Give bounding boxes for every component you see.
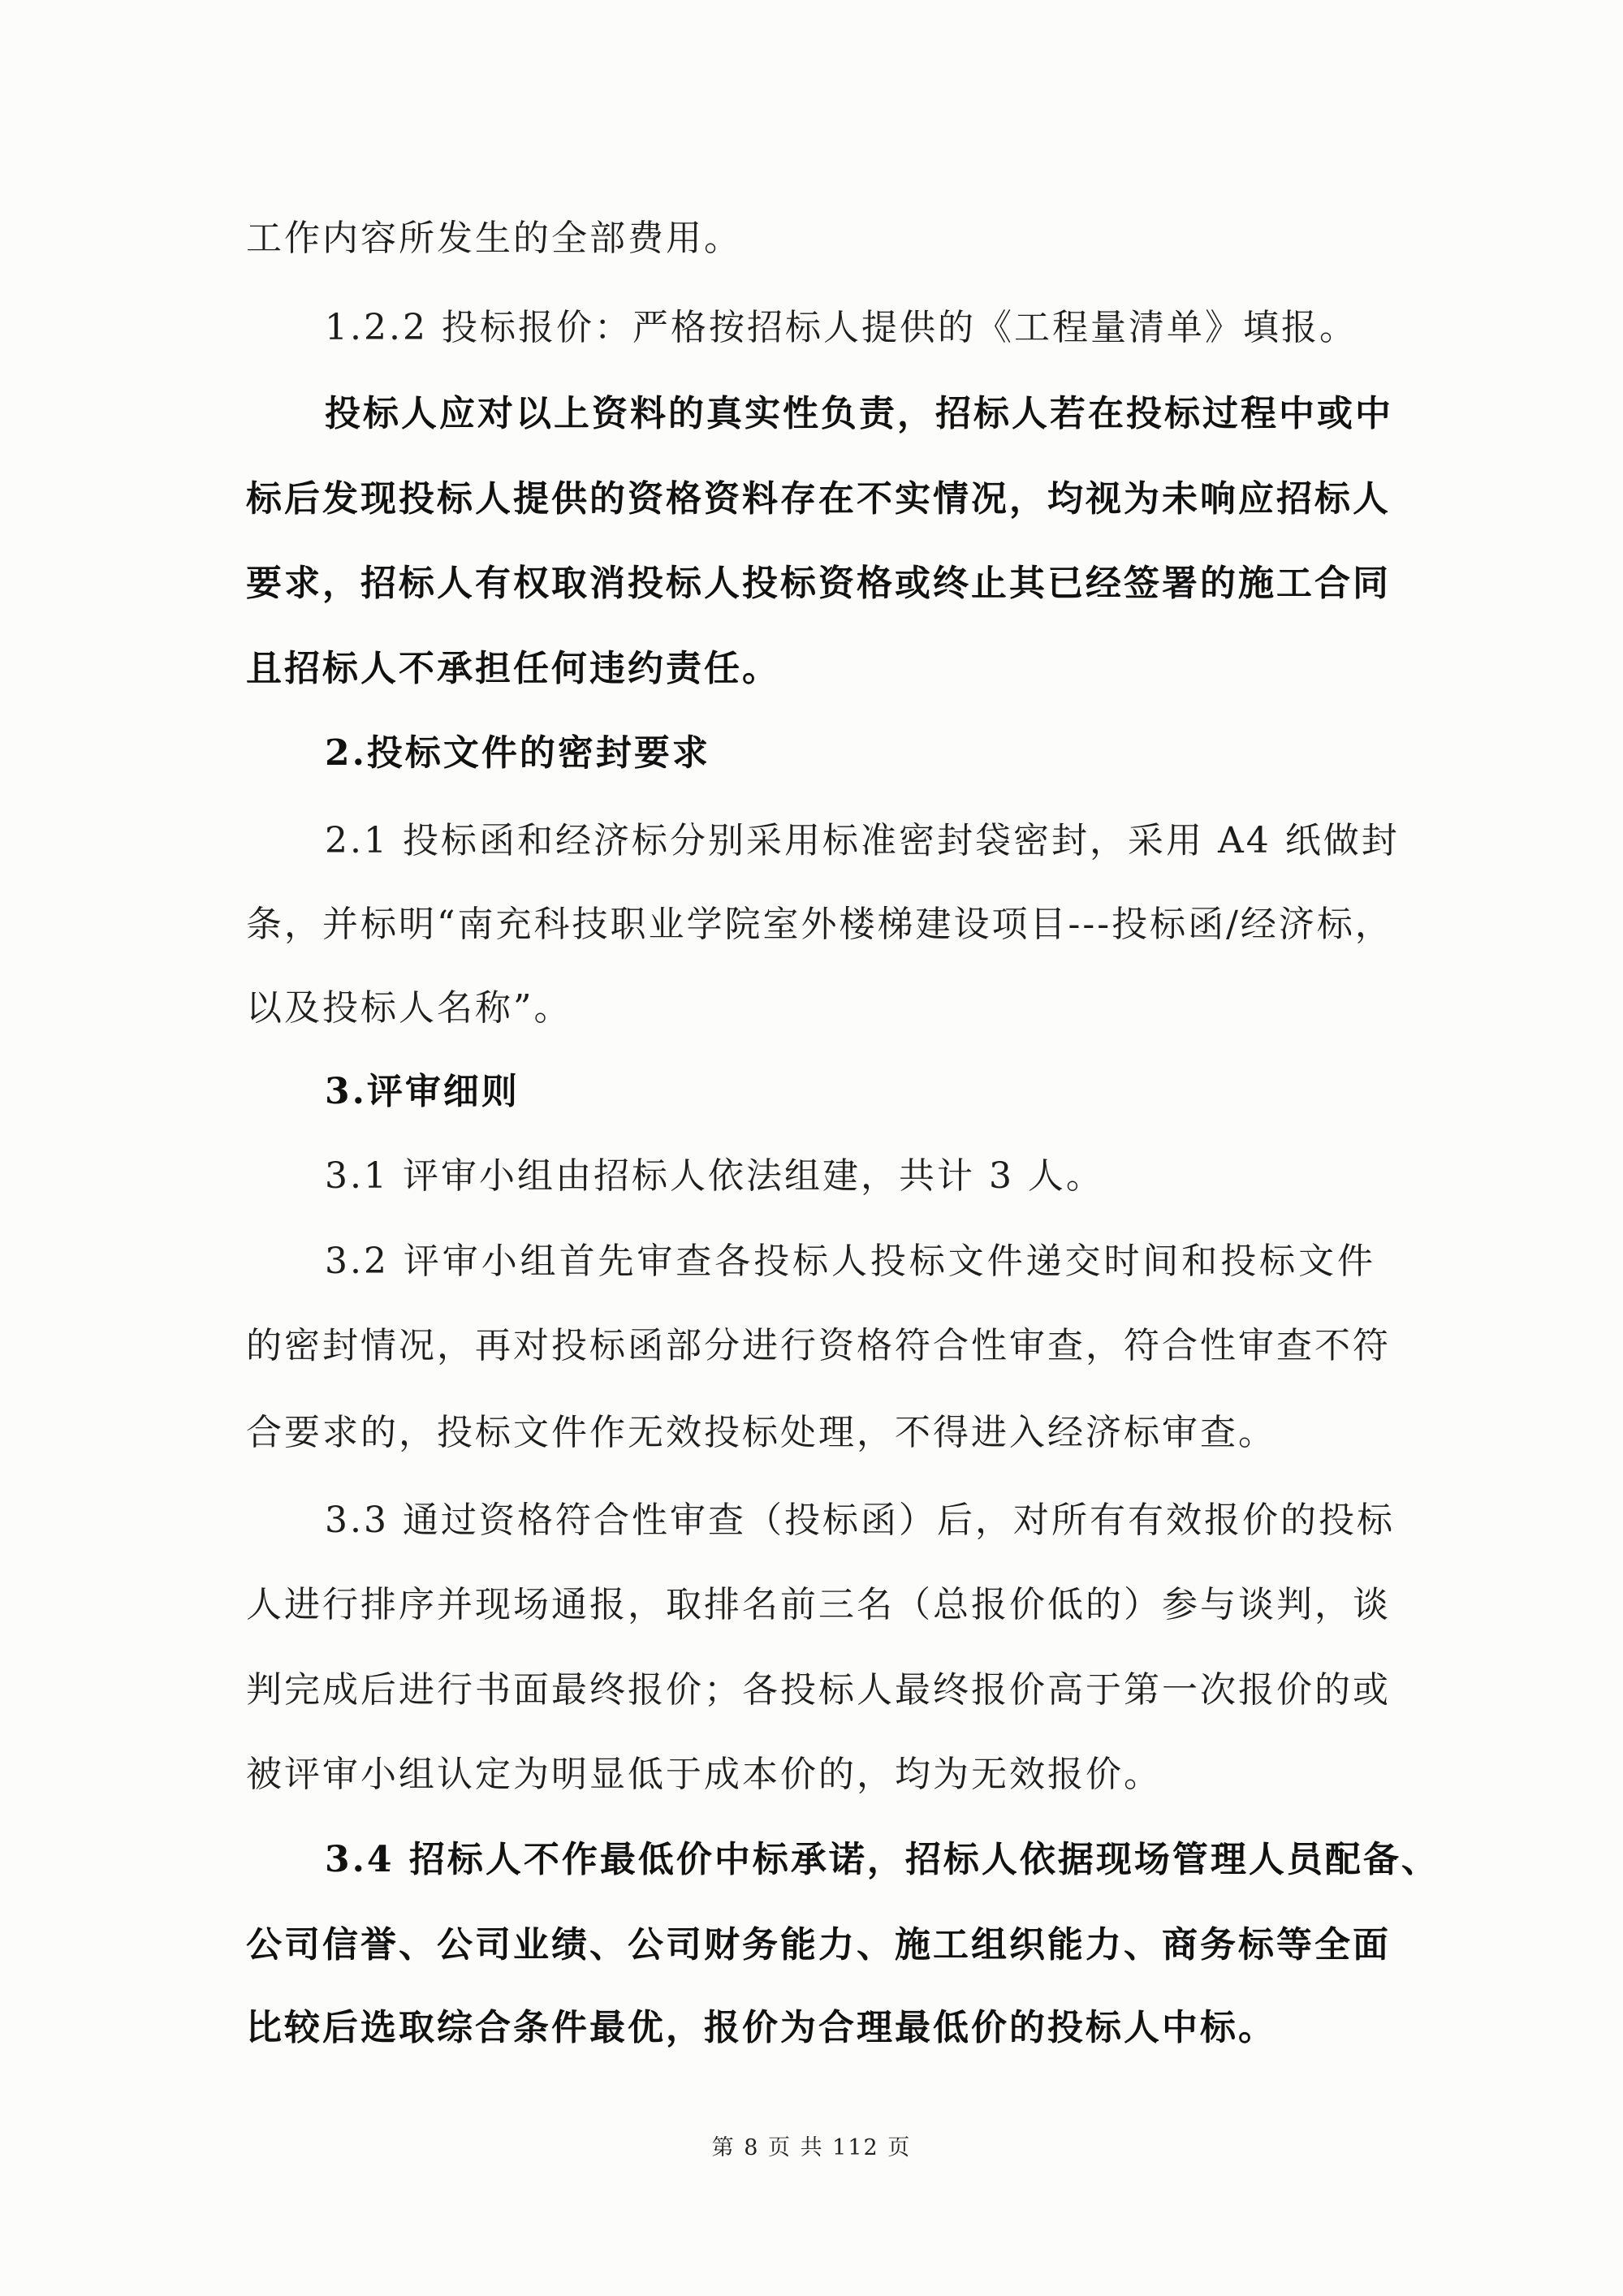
text-line: 3.1 评审小组由招标人依法组建，共计 3 人。 — [325, 1155, 1104, 1197]
text-line: 要求，招标人有权取消投标人投标资格或终止其已经签署的施工合同 — [246, 563, 1391, 604]
text-line: 投标人应对以上资料的真实性负责，招标人若在投标过程中或中 — [325, 393, 1393, 434]
text-line: 1.2.2 投标报价：严格按招标人提供的《工程量清单》填报。 — [325, 307, 1358, 348]
text-line: 3.4 招标人不作最低价中标承诺，招标人依据现场管理人员配备、 — [325, 1839, 1440, 1880]
text-line: 人进行排序并现场通报，取排名前三名（总报价低的）参与谈判，谈 — [246, 1584, 1391, 1625]
text-line: 3.3 通过资格符合性审查（投标函）后，对所有有效报价的投标 — [325, 1500, 1395, 1541]
text-line: 公司信誉、公司业绩、公司财务能力、施工组织能力、商务标等全面 — [246, 1924, 1391, 1966]
section-heading: 3.评审细则 — [325, 1071, 520, 1112]
page-number: 第 8 页 共 112 页 — [711, 2135, 912, 2160]
text-line: 合要求的，投标文件作无效投标处理，不得进入经济标审查。 — [246, 1412, 1276, 1453]
text-line: 被评审小组认定为明显低于成本价的，均为无效报价。 — [246, 1754, 1162, 1795]
text-line: 2.1 投标函和经济标分别采用标准密封袋密封，采用 A4 纸做封 — [325, 820, 1400, 861]
text-line: 的密封情况，再对投标函部分进行资格符合性审查，符合性审查不符 — [246, 1325, 1391, 1366]
section-heading: 2.投标文件的密封要求 — [325, 732, 710, 774]
text-line: 以及投标人名称”。 — [246, 987, 572, 1029]
text-line: 且招标人不承担任何违约责任。 — [246, 648, 780, 689]
text-line: 判完成后进行书面最终报价；各投标人最终报价高于第一次报价的或 — [246, 1669, 1391, 1711]
text-line: 工作内容所发生的全部费用。 — [246, 218, 742, 259]
text-line: 3.2 评审小组首先审查各投标人投标文件递交时间和投标文件 — [325, 1241, 1375, 1282]
text-line: 标后发现投标人提供的资格资料存在不实情况，均视为未响应招标人 — [246, 478, 1391, 520]
text-line: 条，并标明“南充科技职业学院室外楼梯建设项目---投标函/经济标， — [246, 904, 1393, 945]
text-line: 比较后选取综合条件最优，报价为合理最低价的投标人中标。 — [246, 2007, 1276, 2048]
